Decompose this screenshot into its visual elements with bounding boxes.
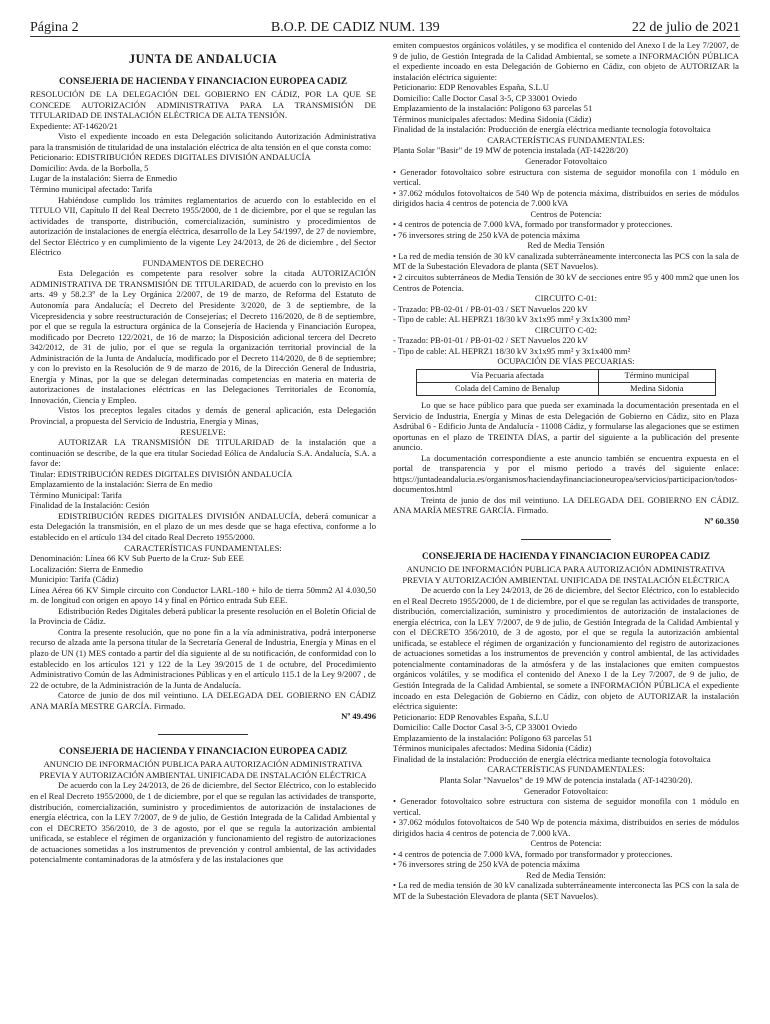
bulletin-title: B.O.P. DE CADIZ NUM. 139 — [270, 20, 440, 35]
bullet-item: • 76 inversores string de 250 kVA de potencia máxima — [393, 229, 580, 240]
data-line: Lugar de la instalación: Sierra de Enmedio — [30, 173, 177, 184]
paragraph: Vistos los preceptos legales citados y demás de general aplicación, esta Delegación Provincial, a propuesta del Servicio de Industria, Energía y Minas, — [30, 405, 376, 426]
data-line: Peticionario: EDP Renovables España, S.L.U — [393, 82, 550, 93]
data-line: Finalidad de la Instalación: Cesión — [30, 500, 150, 511]
subheading: CIRCUITO C-02: — [534, 324, 598, 335]
table-header-row — [417, 369, 716, 382]
data-line: Domicilio: Calle Doctor Casal 3-5, CP 33001 Oviedo — [393, 722, 577, 733]
signature-paragraph: Treinta de junio de dos mil veintiuno. LA DELEGADA DEL GOBIERNO EN CÁDIZ. ANA MARÍA MESTRE GARCÍA. Firmado. — [393, 494, 739, 516]
separator — [158, 734, 248, 735]
data-line: Peticionario: EDISTRIBUCIÓN REDES DIGITALES DIVISIÓN ANDALUCÍA — [30, 152, 311, 163]
data-line: Planta Solar "Basir" de 19 MW de potencia instalada (AT-14228/20) — [393, 145, 628, 156]
bulletin-date: 22 de julio de 2021 — [631, 20, 740, 35]
data-line: - Tipo de cable: AL HEPRZ1 18/30 kV 3x1x95 mm² y 3x1x300 mm² — [393, 314, 631, 325]
data-line: Peticionario: EDP Renovables España, S.L.U — [393, 711, 550, 722]
data-line: Término municipal afectado: Tarifa — [30, 183, 153, 194]
subheading: CIRCUITO C-01: — [534, 293, 598, 304]
bullet-item: • Generador fotovoltaico sobre estructura con sistema de seguidor monofila con 1 módulo en vertical. — [393, 796, 739, 817]
announcement-number: Nº 49.496 — [341, 711, 376, 722]
data-line: Planta Solar "Navuelos" de 19 MW de potencia instalada ( AT-14230/20). — [439, 774, 693, 785]
bullet-item: • 76 inversores string de 250 kVA de potencia máxima — [393, 859, 580, 870]
data-line: Término Municipal: Tarifa — [30, 489, 122, 500]
expediente: Expediente: AT-14620/21 — [30, 120, 118, 131]
paragraph: Esta Delegación es competente para resolver sobre la citada AUTORIZACIÓN ADMINISTRATIVA DE TRANSMISIÓN DE TITULARIDAD, de acuerdo con lo previsto en los arts. 49 y 58.2.3º de la Ley Orgánica 2/2007, de 19 de marzo, de Reforma del Estatuto de Autonomía para Andalucía; el Decreto del Presidente 3/2020, de 3 de septiembre, de la Vicepresidencia y sobre reestructuración de Consejerías; el Decreto 116/2020, de 8 de septiembre, por el que se regula la estructura orgánica de la Consejería de Hacienda y Financiación Europea, modificado por Decreto 122/2021, de 16 de marzo; la Disposición adicional tercera del Decreto 342/2012, de 31 de julio, por el que se regula la organización territorial provincial de la Administración de la Junta de Andalucía, modificado por el Decreto 114/2020, de 8 de septiembre; y con lo previsto en la Resolución de 9 de marzo de 2016, de la Dirección General de Industria, Energía y Minas, por la que se delegan determinadas competencias en materia en materia de autorizaciones de instalaciones eléctricas en las Delegaciones Territoriales de Economía, Innovación, Ciencia y Empleo. — [30, 268, 376, 405]
table-cell: Medina Sidonia — [598, 382, 715, 395]
bullet-item: • 37.062 módulos fotovoltaicos de 540 Wp de potencia máxima, distribuidos en series de módulos dirigidos hacia 4 centros de potencia de 7.000 kVA. — [393, 817, 739, 838]
paragraph: La documentación correspondiente a este anuncio también se encuentra expuesta en el portal de transparencia y por el mismo periodo a través del siguiente enlace: https://juntadeandalucia.es/organismos/haciendayfinanciacioneuropea/servicios/participacion/todos-documentos.html — [393, 452, 739, 495]
data-line: Emplazamiento de la instalación: Sierra de En medio — [30, 479, 213, 490]
data-line: - Tipo de cable: AL HEPRZ1 18/30 kV 3x1x95 mm² y 3x1x400 mm² — [393, 345, 631, 356]
section-title: CONSEJERIA DE HACIENDA Y FINANCIACION EUROPEA CADIZ — [58, 76, 348, 87]
paragraph: De acuerdo con la Ley 24/2013, de 26 de diciembre, del Sector Eléctrico, con lo establecido en el Real Decreto 1955/2000, de 1 de diciembre, por el que se regulan las actividades de transporte, distribución, comercialización, suministro y procedimientos de autorización de instalaciones de energía eléctrica, con la LEY 7/2007, de 9 de julio, de Gestión Integrada de la Calidad Ambiental y con el DECRETO 356/2010, de 3 de agosto, por el que se regula la autorización ambiental unificada, se establece el régimen de organización y funcionamiento del registro de autorizaciones de actuaciones sometidas a los instrumentos de prevención y control ambiental, de las actividades potencialmente contaminadoras de la atmósfera y de las instalaciones que emiten compuestos orgánicos volátiles, y se modifica el contenido del Anexo I de la Ley 7/2007, de 9 de julio, de Gestión Integrada de la Calidad Ambiental, se somete a INFORMACIÓN PÚBLICA el expediente incoado en esta Delegación de Gobierno en Cádiz, con objeto de AUTORIZAR la instalación eléctrica siguiente: — [393, 585, 739, 712]
announcement-number: Nº 60.350 — [704, 515, 739, 526]
section-title: CONSEJERIA DE HACIENDA Y FINANCIACION EUROPEA CADIZ — [421, 551, 711, 562]
paragraph: Línea Aérea 66 KV Simple circuito con Conductor LARL-180 + hilo de tierra 50mm2 Al 4.030,50 m. de longitud con origen en apoyo 14 y final en Pórtico entrada Sub EEE. — [30, 584, 376, 606]
bullet-item: • La red de media tensión de 30 kV canalizada subterráneamente interconecta las PCS con la sala de MT de la Subestación Elevadora de planta (SET Navuelos). — [393, 250, 739, 272]
table-header-cell: Término municipal — [598, 369, 715, 382]
table-header-cell: Vía Pecuaria afectada — [417, 369, 599, 382]
paragraph: EDISTRIBUCIÓN REDES DIGITALES DIVISIÓN ANDALUCÍA, deberá comunicar a esta Delegación la transmisión, en el plazo de un mes desde que se haga efectiva, conforme a lo establecido en el artículo 134 del citado Real Decreto 1955/2000. — [30, 510, 376, 543]
paragraph: Lo que se hace público para que pueda ser examinada la documentación presentada en el Servicio de Industria, Energía y Minas de esta Delegación de Gobierno en Cádiz, sito en Plaza Asdrúbal 6 - Edificio Junta de Andalucía - 11008 Cádiz, y formularse las alegaciones que se estimen oportunas en el plazo de TREINTA DÍAS, a partir del siguiente a la publicación del presente anuncio. — [393, 399, 739, 453]
paragraph: Contra la presente resolución, que no pone fin a la vía administrativa, podrá interponerse recurso de alzada ante la persona titular de la Secretaría General de Industria, Energía y Minas en el plazo de UN (1) MES contado a partir del día siguiente al de su notificación, de conformidad con lo establecido en los artículos 121 y 122 de la Ley 39/2015 de 1 de octubre, del Procedimiento Administrativo Común de las Administraciones Públicas y en el artículo 115.1 de la Ley 9/2007 , de 22 de octubre, de la Administración de la Junta de Andalucía. — [30, 626, 376, 690]
subheading: Red de Media Tensión: — [526, 869, 606, 880]
subheading: CARACTERÍSTICAS FUNDAMENTALES: — [487, 134, 645, 145]
data-line: Términos municipales afectados: Medina Sidonia (Cádiz) — [393, 743, 592, 754]
data-line: Titular: EDISTRIBUCIÓN REDES DIGITALES DIVISIÓN ANDALUCÍA — [30, 468, 293, 479]
bullet-item: • La red de media tensión de 30 kV canalizada subterráneamente interconecta las PCS con la sala de MT de la Subestación Elevadora de planta (SET Navuelos). — [393, 880, 739, 901]
left-column — [30, 40, 376, 865]
header-rule — [30, 36, 740, 37]
subheading: Generador Fotovoltaico — [525, 156, 607, 167]
paragraph: Visto el expediente incoado en esta Delegación solicitando Autorización Administrativa para la transmisión de titularidad de una instalación eléctrica de alta tensión en el que consta como: — [30, 131, 376, 152]
subheading: CARACTERÍSTICAS FUNDAMENTALES: — [124, 542, 282, 553]
data-line: Términos municipales afectados: Medina Sidonia (Cádiz) — [393, 113, 592, 124]
page-number: Página 2 — [30, 20, 79, 35]
signature-paragraph: Catorce de junio de dos mil veintiuno. LA DELEGADA DEL GOBIERNO EN CÁDIZ ANA MARÍA MESTRE GARCÍA. Firmado. — [30, 690, 376, 711]
table-row — [417, 382, 716, 395]
bullet-item: • Generador fotovoltaico sobre estructura con sistema de seguidor monofila con 1 módulo en vertical. — [393, 166, 739, 188]
section-title: CONSEJERIA DE HACIENDA Y FINANCIACION EUROPEA CADIZ — [58, 746, 348, 757]
page-header — [30, 12, 740, 36]
vias-pecuarias-table — [416, 369, 716, 396]
data-line: Denominación: Línea 66 KV Sub Puerto de la Cruz- Sub EEE — [30, 553, 244, 564]
subheading: OCUPACIÓN DE VÍAS PECUARIAS: — [497, 356, 635, 367]
subheading: Red de Media Tensión — [527, 240, 605, 251]
paragraph: Habiéndose cumplido los trámites reglamentarios de acuerdo con lo establecido en el TITULO VII, Capítulo II del Real Decreto 1955/2000, de 1 de diciembre, por el que se regulan las actividades de transporte, distribución, comercialización, suministro y procedimientos de autorización de instalaciones de energía eléctrica, desarrollo de la Ley 54/1997, de 27 de noviembre, del Sector Eléctrico y en cumplimiento de la vigente Ley 24/2013, de 26 de diciembre , del Sector Eléctrico — [30, 194, 376, 258]
resolution-title: RESOLUCIÓN DE LA DELEGACIÓN DEL GOBIERNO EN CÁDIZ, POR LA QUE SE CONCEDE AUTORIZACIÓN ADMINISTRATIVA PARA LA TRANSMISIÓN DE TITULARIDAD DE INSTALACIÓN ELÉCTRICA DE ALTA TENSIÓN. — [30, 89, 376, 121]
data-line: Emplazamiento de la instalación: Polígono 63 parcelas 51 — [393, 732, 593, 743]
data-line: - Trazado: PB-01-01 / PB-01-02 / SET Navuelos 220 kV — [393, 335, 588, 346]
paragraph: De acuerdo con la Ley 24/2013, de 26 de diciembre, del Sector Eléctrico, con lo establecido en el Real Decreto 1955/2000, de 1 de diciembre, por el que se regulan las actividades de transporte, distribución, comercialización, suministro y procedimientos de autorización de instalaciones de energía eléctrica, con la LEY 7/2007, de 9 de julio, de Gestión Integrada de la Calidad Ambiental y con el DECRETO 356/2010, de 3 de agosto, por el que se regula la autorización ambiental unificada, se establece el régimen de organización y funcionamiento del registro de autorizaciones de actuaciones sometidas a los instrumentos de prevención y control ambiental, de las actividades potencialmente contaminadoras de la atmósfera y de las instalaciones que — [30, 780, 376, 865]
bullet-item: • 37.062 módulos fotovoltaicos de 540 Wp de potencia máxima, distribuidos en series de módulos dirigidos hacia 4 centros de potencia de 7.000 kVA — [393, 187, 739, 209]
data-line: Localización: Sierra de Enmedio — [30, 563, 143, 574]
subheading: FUNDAMENTOS DE DERECHO — [142, 257, 264, 268]
subheading: Centros de Potencia: — [530, 838, 602, 849]
subheading: RESUELVE: — [180, 426, 226, 437]
subheading: Generador Fotovoltaico: — [523, 785, 609, 796]
table-cell: Colada del Camino de Benalup — [417, 382, 599, 395]
junta-heading: JUNTA DE ANDALUCIA — [128, 52, 278, 66]
data-line: Domicilio: Calle Doctor Casal 3-5, CP 33001 Oviedo — [393, 92, 577, 103]
announcement-subtitle: ANUNCIO DE INFORMACIÓN PUBLICA PARA AUTORIZACIÓN ADMINISTRATIVA PREVIA Y AUTORIZACIÓN AMBIENTAL UNIFICADA DE INSTALACIÓN ELÉCTRICA — [39, 759, 367, 780]
subheading: CARACTERÍSTICAS FUNDAMENTALES: — [487, 764, 645, 775]
data-line: - Trazado: PB-02-01 / PB-01-03 / SET Navuelos 220 kV — [393, 303, 588, 314]
data-line: Emplazamiento de la instalación: Polígono 63 parcelas 51 — [393, 103, 593, 114]
announcement-subtitle: ANUNCIO DE INFORMACIÓN PUBLICA PARA AUTORIZACIÓN ADMINISTRATIVA PREVIA Y AUTORIZACIÓN AMBIENTAL UNIFICADA DE INSTALACIÓN ELÉCTRICA — [402, 564, 730, 585]
data-line: Finalidad de la instalación: Producción de energía eléctrica mediante tecnología fotovoltaica — [393, 124, 711, 135]
data-line: Domicilio: Avda. de la Borbolla, 5 — [30, 162, 149, 173]
bullet-item: • 4 centros de potencia de 7.000 kVA, formado por transformador y protecciones. — [393, 219, 673, 230]
bullet-item: • 4 centros de potencia de 7.000 kVA, formado por transformador y protecciones. — [393, 848, 673, 859]
paragraph: emiten compuestos orgánicos volátiles, y se modifica el contenido del Anexo I de la Ley 7/2007, de 9 de julio, de Gestión Integrada de la Calidad Ambiental, se somete a INFORMACIÓN PÚBLICA el expediente incoado en esta Delegación de Gobierno en Cádiz, con objeto de AUTORIZAR la instalación eléctrica siguiente: — [393, 40, 739, 82]
data-line: Municipio: Tarifa (Cádiz) — [30, 574, 119, 585]
paragraph: Edistribución Redes Digitales deberá publicar la presente resolución en el Boletín Oficial de la Provincia de Cádiz. — [30, 605, 376, 627]
paragraph: AUTORIZAR LA TRANSMISIÓN DE TITULARIDAD de la instalación que a continuación se describe, de la que era titular Sociedad Eólica de Andalucía S.A. Andalucía, S.A. a favor de: — [30, 437, 376, 469]
bullet-item: • 2 circuitos subterráneos de Media Tensión de 30 kV de secciones entre 95 y 400 mm2 que unen los Centros de Potencia. — [393, 272, 739, 293]
right-column — [393, 40, 739, 902]
subheading: Centros de Potencia: — [530, 208, 602, 219]
separator — [521, 539, 611, 540]
data-line: Finalidad de la instalación: Producción de energía eléctrica mediante tecnología fotovoltaica — [393, 753, 711, 764]
